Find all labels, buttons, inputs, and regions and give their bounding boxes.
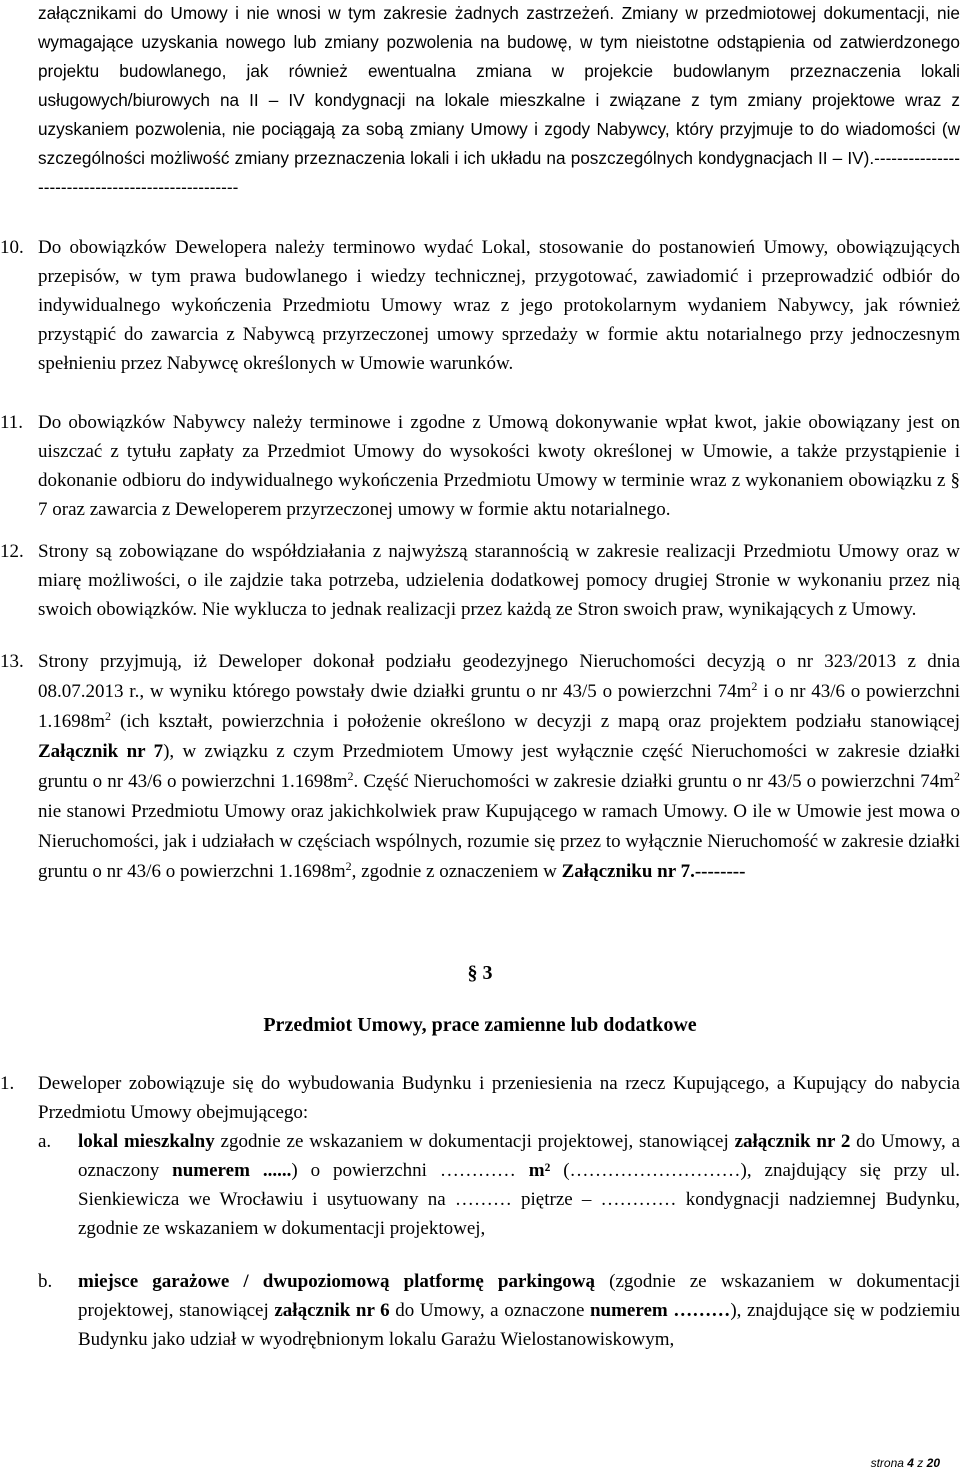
attachment-reference: Załączniku nr 7.-------- [561,861,746,882]
text-run: (ich kształt, powierzchnia i położenie określono w decyzji z mapą oraz projektem podziału stanowiącej [111,711,960,732]
attachment-reference: załącznik nr 6 [274,1300,390,1321]
item-letter: b. [38,1271,53,1292]
bold-run: miejsce garażowe / dwupoziomową platformę parkingową [78,1271,596,1292]
item-text [38,647,960,887]
item-number: 13. [0,651,24,672]
bold-run: numerem ……… [589,1300,731,1321]
attachment-reference: załącznik nr 2 [734,1131,851,1152]
list-item [0,537,960,624]
superscript: 2 [347,769,354,783]
intro-text: załącznikami do Umowy i nie wnosi w tym zakresie żadnych zastrzeżeń. Zmiany w przedmiotowej dokumentacji, nie wymagające uzyskania nowego lub zmiany pozwolenia na budowę, w tym nieistotne odstąpienia od zatwierdzonego projektu budowlanego, jak również ewentualna zmiana w projekcie budowlanym przeznaczenia lokali usługowych/biurowych na II – IV kondygnacji na lokale mieszkalne i związane z tym zmiany projektowe wraz z uzyskaniem pozwolenia, nie pociągają za sobą zmiany Umowy i zgody Nabywcy, który przyjmuje to do wiadomości (w szczególności możliwość zmiany przeznaczenia lokali i ich układu na poszczególnych kondygnacjach II – IV).-------------------------------------------------- [38,3,960,197]
item-number: 11. [0,412,24,433]
text-run: ) o powierzchni ………… [291,1160,529,1181]
list-item-13 [0,647,960,887]
item-text [78,1267,960,1354]
item-number: 10. [0,237,24,258]
text-run: i o nr 43/6 o powierzchni 1.1698m [38,681,960,732]
text-run: do Umowy, a oznaczony [78,1131,960,1181]
bold-run: lokal mieszkalny [78,1131,215,1152]
text-run: nie stanowi Przedmiotu Umowy oraz jakichkolwiek praw Kupującego w ramach Umowy. O ile w Umowie jest mowa o Nieruchomości, jak i udziałach w częściach wspólnych, rozumie się przez to wyłącznie Nieruchomość w zakresie działki gruntu o nr 43/6 o powierzchni 1.1698m [38,801,960,882]
text-run: . Część Nieruchomości w zakresie działki gruntu o nr 43/5 o powierzchni 74m [353,771,954,792]
superscript: 2 [954,769,960,783]
item-text: Do obowiązków Dewelopera należy terminowo wydać Lokal, stosowanie do postanowień Umowy, obowiązujących przepisów, w tym prawa budowlanego i wiedzy technicznej, przygotować, zawiadomić i przeprowadzić odbiór do indywidualnego wykończenia Przedmiotu Umowy wraz z jego protokolarnym wydaniem Nabywcy, jak również przystąpić do zawarcia z Nabywcą przyrzeczonej umowy sprzedaży w formie aktu notarialnego przy jednoczesnym spełnieniu przez Nabywcę określonych w Umowie warunków. [38,237,960,374]
total-pages: 20 [926,1456,940,1470]
item-text [78,1127,960,1243]
text-run: , zgodnie z oznaczeniem w [351,861,562,882]
section-title: Przedmiot Umowy, prace zamienne lub dodatkowe [263,1014,697,1036]
item-number: 1. [0,1073,15,1094]
superscript: 2 [345,859,352,873]
attachment-reference: Załącznik nr 7 [38,741,164,762]
bold-run: m² [528,1160,551,1181]
page-prefix: strona [870,1456,908,1470]
text-run: zgodnie ze wskazaniem w dokumentacji projektowej, stanowiącej [214,1131,735,1152]
list-item [0,233,960,378]
text-run: do Umowy, a oznaczone [389,1300,590,1321]
list-item [0,408,960,524]
text-run: Strony przyjmują, iż Deweloper dokonał podziału geodezyjnego Nieruchomości decyzją o nr 323/2013 z dnia 08.07.2013 r., w wyniku którego powstały dwie działki gruntu o nr 43/5 o powierzchni 74m [38,651,960,702]
item-letter: a. [38,1131,52,1152]
current-page: 4 [907,1456,914,1470]
item-number: 12. [0,541,24,562]
item-text: Do obowiązków Nabywcy należy terminowe i zgodne z Umową dokonywanie wpłat kwot, jakie obowiązany jest on uiszczać z tytułu zapłaty za Przedmiot Umowy do wysokości kwoty określonej w Umowie, a także przystąpienie i dokonanie odbioru do indywidualnego wykończenia Przedmiotu Umowy w terminie wraz z wykonaniem obowiązku z § 7 oraz zawarcia z Deweloperem przyrzeczonej umowy w formie aktu notarialnego. [38,412,960,520]
intro-paragraph [38,0,960,202]
text-run: (zgodnie ze wskazaniem w dokumentacji projektowej, stanowiącej [78,1271,960,1321]
section-symbol: § 3 [467,962,493,984]
page-number [871,1456,940,1470]
text-run: ), w związku z czym Przedmiotem Umowy jest wyłącznie część Nieruchomości w zakresie działki gruntu o nr 43/6 o powierzchni 1.1698m [38,741,960,792]
text-run: (………………………), znajdujący się przy ul. Sienkiewicza we Wrocławiu i usytuowany na ……… piętrze – ………… kondygnacji nadziemnej Budynku, zgodnie ze wskazaniem w dokumentacji projektowej, [78,1160,960,1239]
sub-item-a [38,1127,960,1243]
item-text: Deweloper zobowiązuje się do wybudowania Budynku i przeniesienia na rzecz Kupującego, a Kupujący do nabycia Przedmiotu Umowy obejmującego: [38,1073,960,1123]
text-run: ), znajdujące się w podziemiu Budynku jako udział w wyodrębnionym lokalu Garażu Wielostanowiskowym, [78,1300,960,1350]
page-separator: z [913,1456,927,1470]
bold-run: numerem ...... [172,1160,292,1181]
superscript: 2 [751,679,758,693]
sub-item-b [38,1267,960,1354]
list-item [0,1069,960,1127]
item-text: Strony są zobowiązane do współdziałania z najwyższą starannością w zakresie realizacji Przedmiotu Umowy oraz w miarę możliwości, o ile zajdzie taka potrzeba, udzielenia dodatkowej pomocy drugiej Stronie w wykonaniu przez nią swoich obowiązków. Nie wyklucza to jednak realizacji przez każdą ze Stron swoich praw, wynikających z Umowy. [38,541,960,620]
superscript: 2 [105,709,112,723]
